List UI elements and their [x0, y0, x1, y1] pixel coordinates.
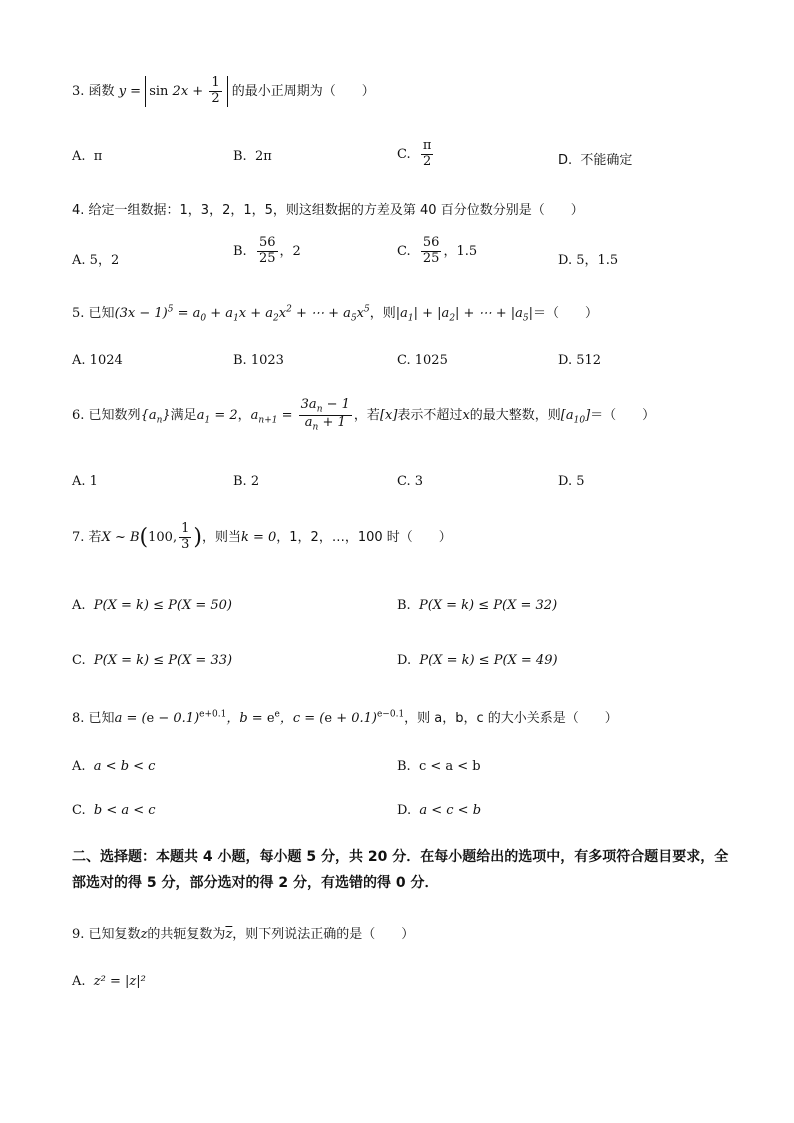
q3-suffix: 的最小正周期为（ ） [231, 83, 375, 99]
q3-option-c: C. $\frac{\pi}{2}$ [397, 138, 432, 169]
q4-option-b: B. $\frac{56}{25}$ ，2 [233, 235, 301, 266]
question-3 [72, 76, 375, 107]
q5-option-d: D. 512 [558, 353, 602, 368]
question-5: 5. 已知$(3x - 1)^5 = a_0 + a_1x + a_2x^2$ + ⋯ + $a_5x^5$，则$|a_1| + |a_2|$ + ⋯ + $|a_5|=$（ ） [72, 304, 599, 324]
q3-formula: y = sin 2x + $\frac{1}{2}$ [119, 84, 228, 99]
q5-option-c: C. 1025 [397, 353, 448, 368]
question-7: 7. 若X ~ B(100, $\frac{1}{3}$ )，则当k = 0，1，2，…，100 时（ ） [72, 521, 452, 552]
q3-option-b: B. 2π [233, 149, 272, 164]
q6-option-d: D. 5 [558, 474, 585, 489]
q4-option-a: A. 5，2 [72, 253, 120, 268]
q3-option-d: D. 不能确定 [558, 153, 633, 168]
q7-option-d: D. P(X = k) ≤ P(X = 49) [397, 653, 558, 668]
q9-option-a: A. z² = |z|² [72, 974, 146, 989]
q6-option-b: B. 2 [233, 474, 260, 489]
q8-option-b: B. c < a < b [397, 759, 481, 774]
question-4: 4. 给定一组数据：1，3，2，1，5，则这组数据的方差及第 40 百分位数分别是（ ） [72, 203, 584, 218]
q5-option-a: A. 1024 [72, 353, 123, 368]
q4-option-c: C. $\frac{56}{25}$ ，1.5 [397, 235, 478, 266]
q8-option-a: A. a < b < c [72, 759, 156, 774]
q3-prefix: 函数 [88, 83, 115, 99]
q7-option-a: A. P(X = k) ≤ P(X = 50) [72, 598, 232, 613]
section-2-heading: 二、选择题：本题共 4 小题，每小题 5 分，共 20 分．在每小题给出的选项中，有多项符合题目要求，全部选对的得 5 分，部分选对的得 2 分，有选错的得 0 分． [72, 849, 729, 891]
question-9: 9. 已知复数z的共轭复数为$\overline{z}$，则下列说法正确的是（ ） [72, 927, 415, 942]
q6-option-a: A. 1 [72, 474, 98, 489]
q8-option-c: C. b < a < c [72, 803, 156, 818]
q7-option-c: C. P(X = k) ≤ P(X = 33) [72, 653, 233, 668]
q5-sum: $|a_1| + |a_2|$ + ⋯ + $|a_5|$ [395, 306, 533, 324]
q5-option-b: B. 1023 [233, 353, 284, 368]
question-8: 8. 已知$a = (e - 0.1)^{e+0.1}$，$b = e^e$，$c = (e + 0.1)^{e-0.1}$，则 a，b，c 的大小关系是（ ） [72, 709, 618, 726]
q5-expansion: $(3x - 1)^5 = a_0 + a_1x + a_2x^2$ + ⋯ + $a_5x^5$ [114, 304, 370, 324]
q7-option-b: B. P(X = k) ≤ P(X = 32) [397, 598, 558, 613]
question-6: 6. 已知数列$\{a_n\}$满足$a_1 = 2$，$a_{n+1}$ = $\frac{3a_n - 1}{a_n + 1}$ ，若[x]表示不超过x的最大整数，则$[a_{10}]=$（ ） [72, 397, 656, 433]
q6-option-c: C. 3 [397, 474, 424, 489]
q8-option-d: D. a < c < b [397, 803, 482, 818]
q3-option-a: A. π [72, 149, 103, 164]
q3-number: 3. [72, 83, 85, 99]
q4-option-d: D. 5，1.5 [558, 253, 619, 268]
